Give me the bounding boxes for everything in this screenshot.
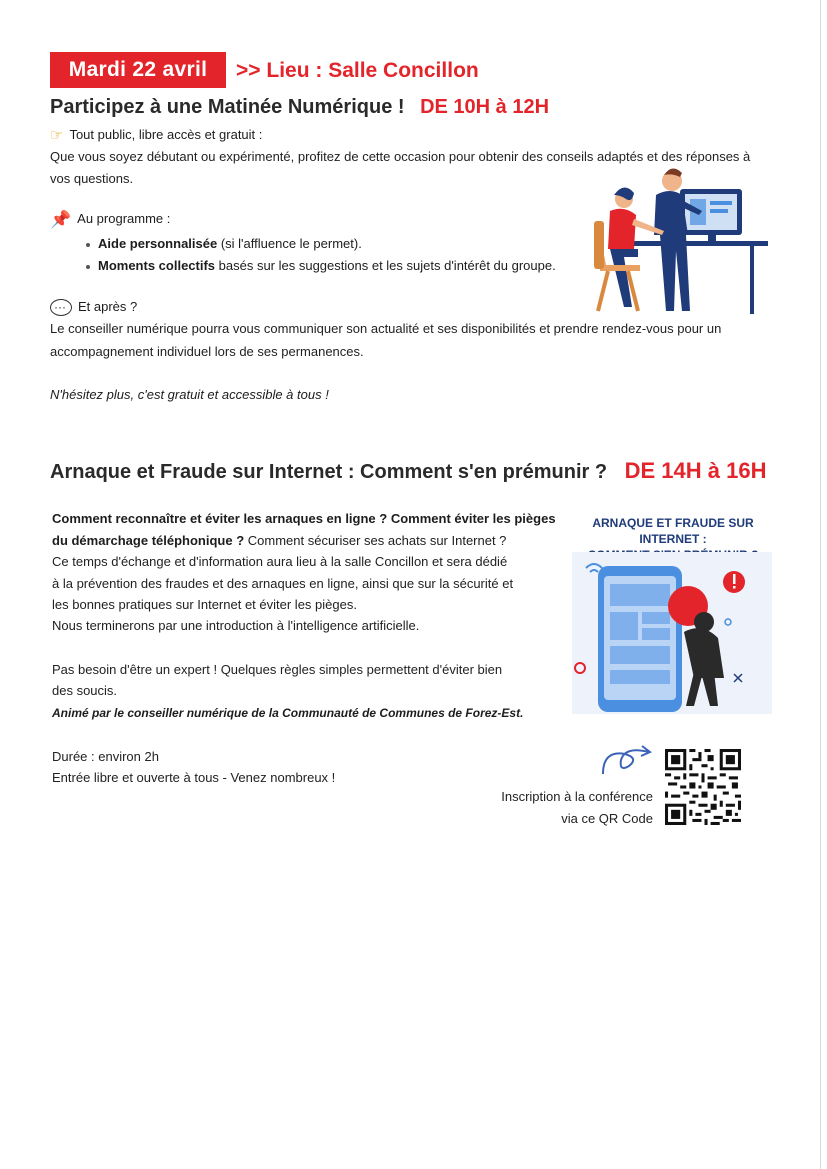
pushpin-icon: 📌 — [50, 209, 72, 229]
pointing-hand-icon: ☞ — [50, 126, 64, 144]
infographic-title-line1: ARNAQUE ET FRAUDE SUR INTERNET : — [592, 516, 754, 546]
bullet-dot — [86, 243, 90, 247]
date-badge: Mardi 22 avril — [50, 52, 226, 88]
qr-label — [478, 786, 653, 830]
bullet-dot — [86, 265, 90, 269]
programme-item-bold: Moments collectifs — [98, 258, 216, 273]
session2-p1-bold: Comment reconnaître et éviter les arnaques en ligne ? Comment éviter les pièges — [52, 511, 556, 526]
after-heading — [50, 296, 137, 318]
session2-title-text: Arnaque et Fraude sur Internet : Comment s'en prémunir ? — [50, 461, 608, 483]
fraud-phone-illustration — [572, 552, 772, 714]
programme-heading-text: Au programme : — [77, 211, 171, 226]
session2-p1-bold-2: du démarchage téléphonique ? — [52, 533, 245, 548]
session2-p2-line2: des soucis. — [52, 683, 118, 698]
session1-intro-text-1: Que vous soyez débutant ou expérimenté, profitez de cette occasion pour obtenir des conseils adaptés et des réponses à — [50, 149, 751, 164]
page-edge — [820, 0, 821, 1169]
programme-item-rest: basés sur les suggestions et les sujets d'intérêt du groupe. — [215, 258, 556, 273]
location-label: >> Lieu : Salle Concillon — [236, 59, 479, 82]
session2-p1-line1 — [52, 508, 556, 530]
programme-item — [86, 255, 556, 277]
intro-heading-text: Tout public, libre accès et gratuit : — [69, 127, 263, 142]
session1-intro-text-2: vos questions. — [50, 171, 134, 186]
programme-item — [86, 233, 556, 255]
session2-entry: Entrée libre et ouverte à tous - Venez nombreux ! — [52, 770, 336, 785]
session2-p1-line2 — [52, 530, 506, 552]
session2-animator: Animé par le conseiller numérique de la Communauté de Communes de Forez-Est. — [52, 706, 524, 720]
session2-p2-line1: Pas besoin d'être un expert ! Quelques règles simples permettent d'éviter bien — [52, 662, 503, 677]
session2-duration: Durée : environ 2h — [52, 749, 159, 764]
session2-p1-line5: les bonnes pratiques sur Internet et éviter les pièges. — [52, 597, 357, 612]
programme-list — [86, 233, 556, 277]
session2-title — [50, 458, 766, 484]
computer-users-illustration — [580, 165, 770, 317]
programme-item-rest: (si l'affluence le permet). — [217, 236, 362, 251]
after-text-2: accompagnement individuel lors de ses permanences. — [50, 344, 364, 359]
session1-closing: N'hésitez plus, c'est gratuit et accessible à tous ! — [50, 387, 329, 402]
session2-p1-line3: Ce temps d'échange et d'information aura lieu à la salle Concillon et sera dédié — [52, 554, 508, 569]
session1-intro-heading — [50, 124, 262, 147]
programme-heading — [50, 208, 170, 231]
session1-title-text: Participez à une Matinée Numérique ! — [50, 96, 405, 118]
session2-p1-line6: Nous terminerons par une introduction à l'intelligence artificielle. — [52, 618, 420, 633]
session2-p1-rest: Comment sécuriser ses achats sur Internet ? — [244, 533, 507, 548]
session2-time: DE 14H à 16H — [624, 458, 767, 483]
registration-qr-code[interactable] — [665, 748, 741, 826]
after-heading-text: Et après ? — [78, 299, 138, 314]
session2-p1-line4: à la prévention des fraudes et des arnaques en ligne, ainsi que sur la sécurité et — [52, 576, 514, 591]
speech-bubble-icon — [50, 299, 72, 316]
session1-title — [50, 96, 549, 119]
after-text-1: Le conseiller numérique pourra vous communiquer son actualité et ses disponibilités et prendre rendez-vous pour un — [50, 321, 722, 336]
qr-label-line2: via ce QR Code — [561, 811, 653, 826]
programme-item-bold: Aide personnalisée — [98, 236, 218, 251]
session1-time: DE 10H à 12H — [420, 96, 550, 118]
qr-label-line1: Inscription à la conférence — [501, 789, 653, 804]
curved-arrow-icon — [598, 740, 658, 780]
